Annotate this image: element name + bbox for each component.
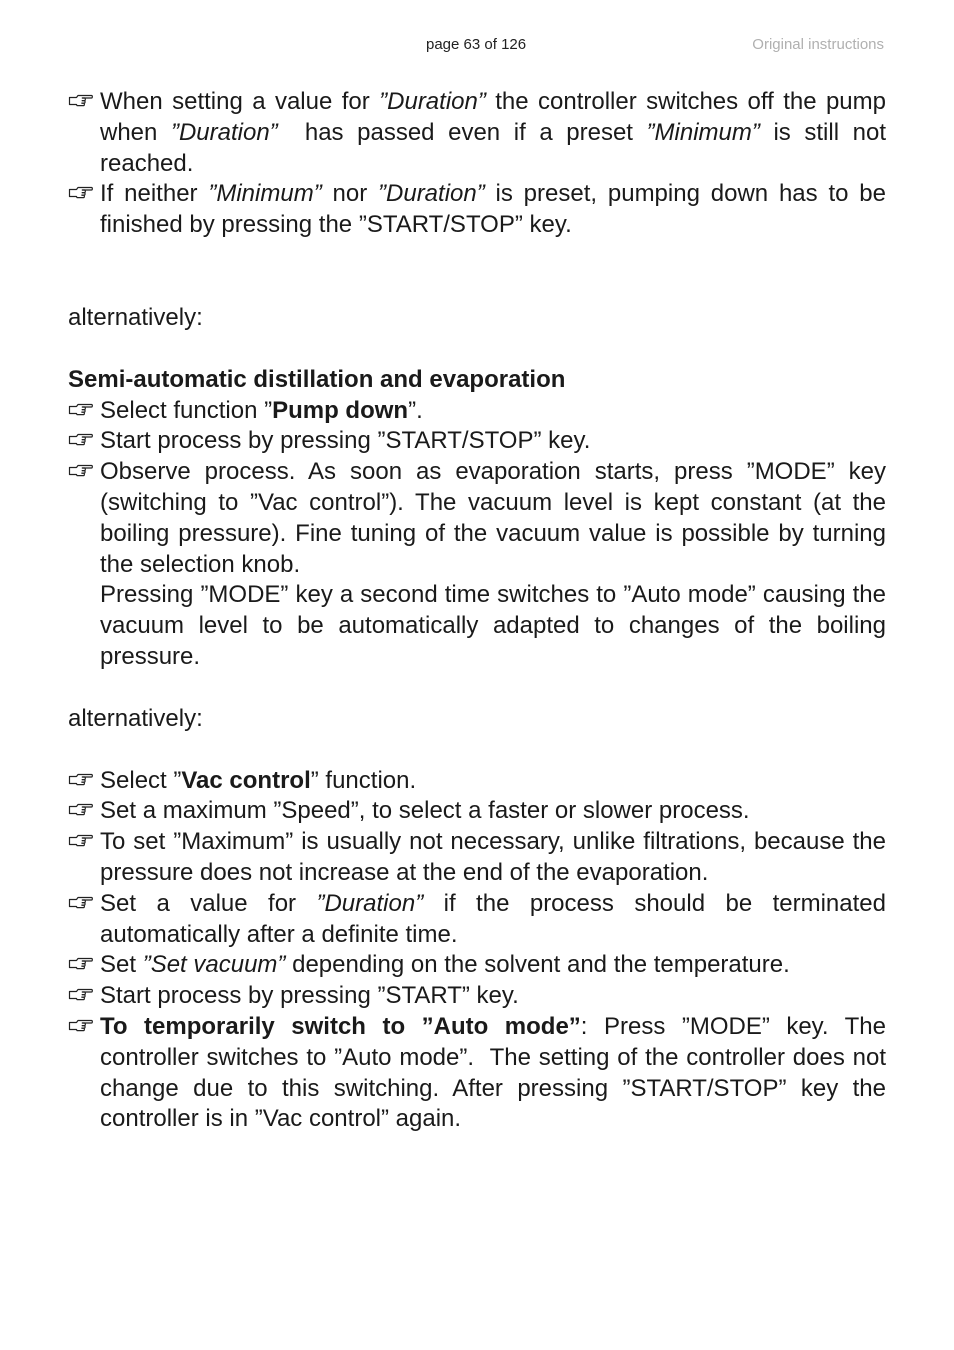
pointing-hand-icon [68,401,94,419]
alternatively-text: alternatively: [68,704,203,732]
section-heading: Semi-automatic distillation and evaporation [68,365,566,393]
pointing-hand-icon [68,1017,94,1035]
pointing-hand-icon [68,771,94,789]
pointing-hand-icon [68,431,94,449]
list-item: Start process by pressing ”START/STOP” key. [68,426,886,457]
list-item: Set a value for ”Duration” if the process should be terminated automatically after a definite time. [68,889,886,951]
alternatively-text: alternatively: [68,303,203,331]
pointing-hand-icon [68,986,94,1004]
list-item: When setting a value for ”Duration” the controller switches off the pump when ”Duration” has passed even if a preset ”Minimum” is still not reached. [68,87,886,179]
pointing-hand-icon [68,184,94,202]
list-item: If neither ”Minimum” nor ”Duration” is preset, pumping down has to be finished by pressing the ”START/STOP” key. [68,179,886,241]
page-header [0,34,954,56]
list-item: To temporarily switch to ”Auto mode”: Press ”MODE” key. The controller switches to ”Auto mode”. The setting of the controller does not change due to this switching. After pressing ”START/STOP” key the controller is in ”Vac control” again. [68,1012,886,1135]
pointing-hand-icon [68,894,94,912]
pointing-hand-icon [68,801,94,819]
pointing-hand-icon [68,955,94,973]
list-item: Set ”Set vacuum” depending on the solvent and the temperature. [68,950,886,981]
list-item: Set a maximum ”Speed”, to select a faster or slower process. [68,796,886,827]
document-label: Original instructions [752,36,884,53]
pointing-hand-icon [68,832,94,850]
list-item: Select function ”Pump down”. [68,396,886,427]
page-number: page 63 of 126 [426,36,527,53]
list-item: To set ”Maximum” is usually not necessary, unlike filtrations, because the pressure does not increase at the end of the evaporation. [68,827,886,889]
pointing-hand-icon [68,92,94,110]
page-content [68,87,886,1135]
pointing-hand-icon [68,462,94,480]
list-item: Observe process. As soon as evaporation starts, press ”MODE” key (switching to ”Vac control”). The vacuum level is kept constant (at the boiling pressure). Fine tuning of the vacuum value is possible by turning the selection knob. Pressing ”MODE” key a second time switches to ”Auto mode” causing the vacuum level to be automatically adapted to changes of the boiling pressure. [68,457,886,673]
list-item: Start process by pressing ”START” key. [68,981,886,1012]
list-item: Select ”Vac control” function. [68,766,886,797]
